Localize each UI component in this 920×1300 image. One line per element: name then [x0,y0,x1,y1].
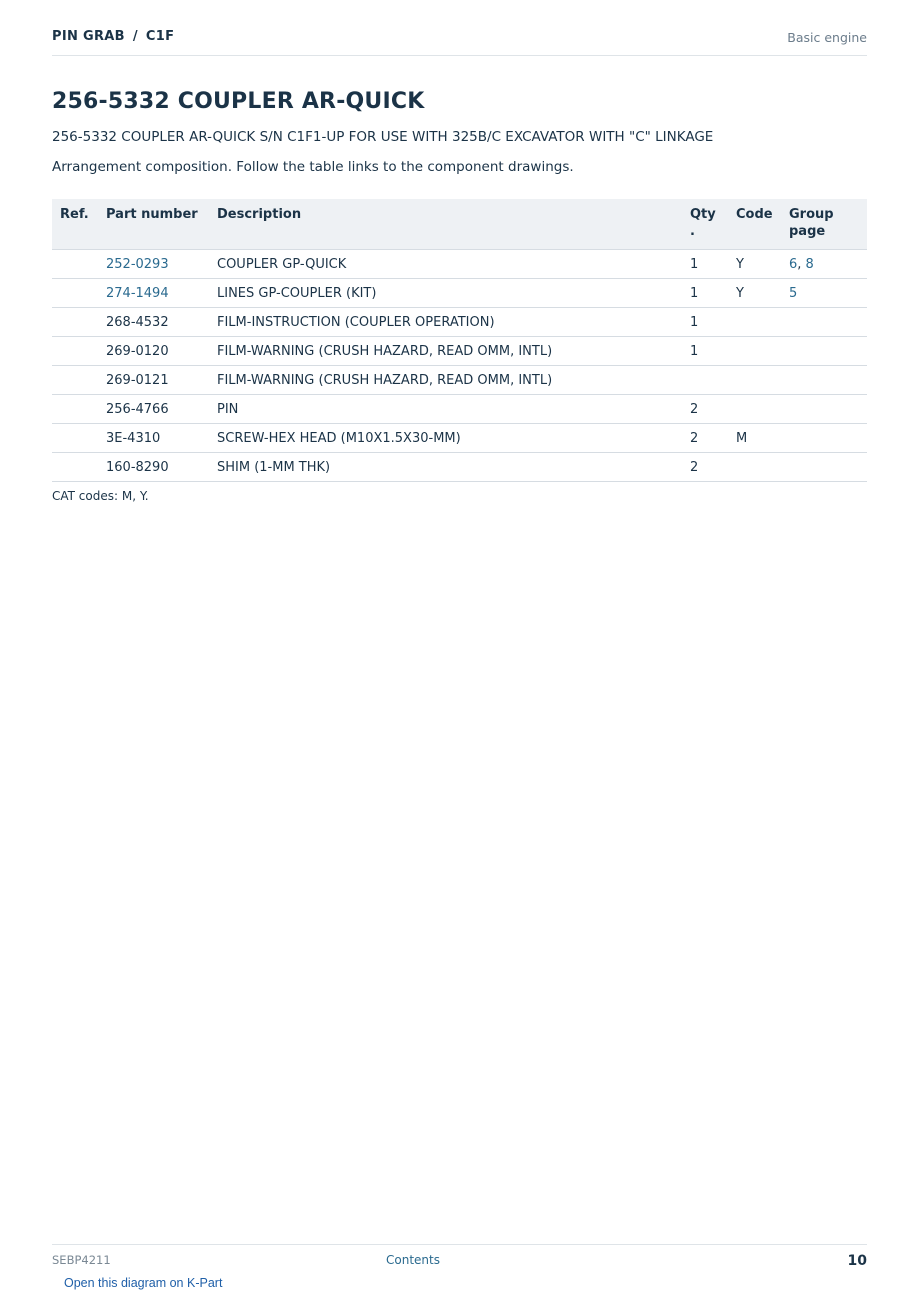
description-cell: PIN [217,395,690,424]
group-header-line2: page [789,224,826,239]
qty-header-line1: Qty [690,207,716,222]
open-on-kpart-link[interactable]: Open this diagram on K-Part [64,1276,223,1290]
code-cell [736,337,789,366]
qty-cell: 1 [690,279,736,308]
ref-cell [52,366,106,395]
ref-cell [52,250,106,279]
column-header-group-page [789,199,867,250]
code-cell: M [736,424,789,453]
column-header-ref: Ref. [52,199,106,250]
breadcrumb-serial-prefix: C1F [145,29,175,44]
page-number: 10 [847,1253,867,1269]
part-number-link[interactable]: 274-1494 [106,285,169,301]
description-cell: LINES GP-COUPLER (KIT) [217,279,690,308]
part-number-cell [106,250,217,279]
group-page-link[interactable]: 5 [789,285,798,301]
description-cell: FILM-WARNING (CRUSH HAZARD, READ OMM, INTL) [217,366,690,395]
page-subtitle: 256-5332 COUPLER AR-QUICK S/N C1F1-UP FOR USE WITH 325B/C EXCAVATOR WITH "C" LINKAGE [52,129,714,145]
column-header-description: Description [217,199,690,250]
group-page-cell [789,395,867,424]
description-cell: COUPLER GP-QUICK [217,250,690,279]
description-cell: SHIM (1-MM THK) [217,453,690,482]
qty-header-line2: . [690,224,695,239]
code-cell [736,453,789,482]
code-cell: Y [736,279,789,308]
group-page-cell [789,424,867,453]
column-header-part-number: Part number [106,199,217,250]
contents-link[interactable]: Contents [386,1253,440,1267]
column-header-code: Code [736,199,789,250]
group-page-cell [789,366,867,395]
group-page-link[interactable]: 8 [805,256,814,272]
table-row [52,337,867,366]
part-number-cell: 268-4532 [106,308,217,337]
table-row [52,308,867,337]
group-page-separator: , [797,256,806,272]
description-cell: FILM-INSTRUCTION (COUPLER OPERATION) [217,308,690,337]
table-row [52,424,867,453]
table-row [52,279,867,308]
qty-cell: 2 [690,453,736,482]
ref-cell [52,308,106,337]
description-cell: FILM-WARNING (CRUSH HAZARD, READ OMM, INTL) [217,337,690,366]
code-cell: Y [736,250,789,279]
part-number-cell: 269-0120 [106,337,217,366]
ref-cell [52,279,106,308]
part-number-cell [106,279,217,308]
cat-codes-footnote: CAT codes: M, Y. [52,489,149,503]
code-cell [736,366,789,395]
group-page-cell [789,308,867,337]
page-header [52,28,867,56]
ref-cell [52,424,106,453]
breadcrumb [52,29,174,44]
code-cell [736,308,789,337]
table-row [52,395,867,424]
document-code: SEBP4211 [52,1253,111,1267]
table-header-row [52,199,867,250]
table-row [52,453,867,482]
ref-cell [52,453,106,482]
part-number-cell: 160-8290 [106,453,217,482]
group-page-cell [789,279,867,308]
part-number-cell: 256-4766 [106,395,217,424]
page-title: 256-5332 COUPLER AR-QUICK [52,89,425,114]
intro-text: Arrangement composition. Follow the table links to the component drawings. [52,159,574,175]
part-number-cell: 3E-4310 [106,424,217,453]
code-cell [736,395,789,424]
table-row [52,366,867,395]
qty-cell: 1 [690,337,736,366]
part-number-link[interactable]: 252-0293 [106,256,169,272]
breadcrumb-model: PIN GRAB [52,29,125,44]
qty-cell: 2 [690,395,736,424]
group-header-line1: Group [789,207,834,222]
group-page-cell [789,453,867,482]
parts-table [52,199,867,482]
ref-cell [52,395,106,424]
qty-cell: 1 [690,308,736,337]
document-page [52,0,867,1300]
ref-cell [52,337,106,366]
table-row [52,250,867,279]
qty-cell: 2 [690,424,736,453]
group-page-link[interactable]: 6 [789,256,798,272]
qty-cell: 1 [690,250,736,279]
group-page-cell [789,250,867,279]
breadcrumb-separator: / [132,29,138,44]
description-cell: SCREW-HEX HEAD (M10X1.5X30-MM) [217,424,690,453]
part-number-cell: 269-0121 [106,366,217,395]
column-header-qty [690,199,736,250]
section-name: Basic engine [787,30,867,45]
group-page-cell [789,337,867,366]
qty-cell [690,366,736,395]
